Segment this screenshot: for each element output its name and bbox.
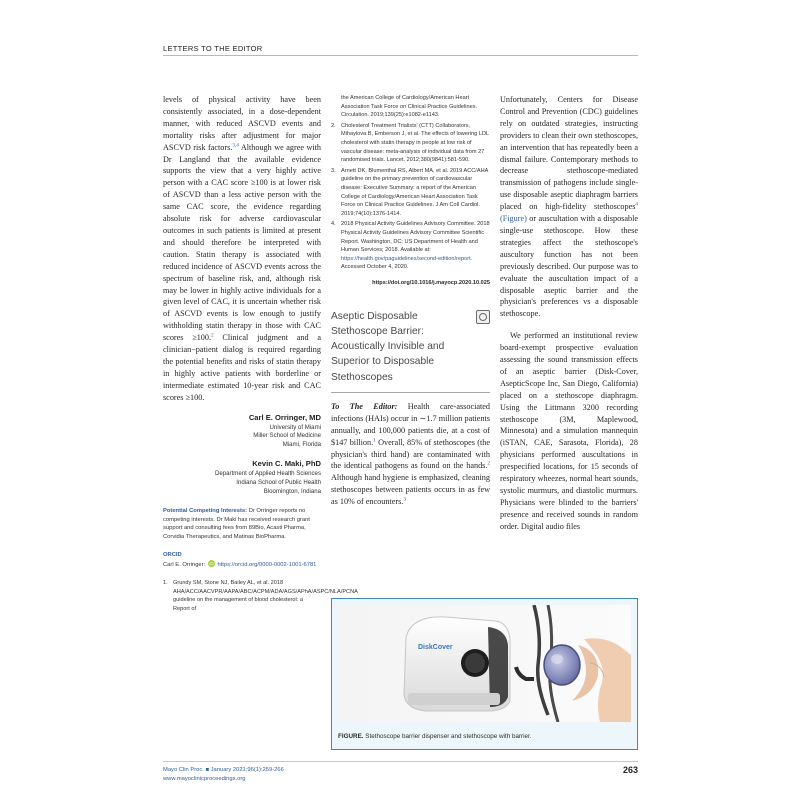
author-affiliation: Bloomington, Indiana xyxy=(263,488,321,496)
citation-marker[interactable]: 4 xyxy=(635,201,638,208)
author-affiliation: Department of Applied Health Sciences xyxy=(214,470,321,478)
device-brand-text: DiskCover xyxy=(418,644,453,651)
stethoscope-dispenser-illustration xyxy=(338,605,631,722)
footer-url[interactable]: www.mayoclinicproceedings.org xyxy=(163,775,246,782)
author-affiliation: Indiana School of Public Health xyxy=(236,479,321,487)
footer-rule xyxy=(163,761,638,762)
reference-item: the American College of Cardiology/American Heart Association Task Force on Clinical Practice Guidelines. Circulation. 2019;139(25):e1082-e1143. xyxy=(341,95,478,119)
page-number: 263 xyxy=(622,765,638,775)
footer-journal-info xyxy=(163,766,284,784)
header-rule xyxy=(163,55,638,56)
right-paragraph-2: We performed an institutional review board-exempt prospective evaluation assessing the sound transmission effects of an aseptic barrier (Disk-Cover, AsepticScope Inc, San Diego, California) placed on a stethoscope diaphragm. Using the Littmann 3200 recording stethoscope (3M, Maplewood, Minnesota) and a simulation mannequin (iSTAN, CAE, Sarasota, Florida), 28 physicians performed auscultations in prespecified locations, for 15 seconds of respiratory wheezes, normal heart sounds, systolic murmurs, and diastolic murmurs. Physicians were blinded to the barriers' presence and received sounds in random order. Digital audio files xyxy=(500,331,638,531)
author-affiliation: University of Miami xyxy=(269,423,321,431)
citation-marker[interactable]: 1 xyxy=(373,436,376,443)
open-access-icon xyxy=(476,310,490,324)
author-name: Kevin C. Maki, PhD xyxy=(252,459,321,469)
middle-column xyxy=(331,94,490,508)
right-paragraph-1: Unfortunately, Centers for Disease Control and Prevention (CDC) guidelines rely on outdated strategies, instructing providers to clean their own stethoscopes, an intervention that has repeatedly been a dismal failure. Contemporary methods to decrease stethoscope-mediated transmission of pathogens include single-use disposable aseptic diaphragm barriers placed on high-fidelity stethoscopes$^4$ (Figure) or auscultation with a disposable single-use stethoscope. How these strategies affect the stethoscope's auscultory function has not been previously described. Our purpose was to evaluate the auscultation impact of a disposable aseptic barrier and the physician's preferences vs a disposable stethoscope. xyxy=(500,95,638,319)
author-affiliation: Miami, Florida xyxy=(282,441,321,449)
citation-marker[interactable]: 3,4 xyxy=(232,141,239,148)
author-signature xyxy=(163,413,321,451)
svg-text:iD: iD xyxy=(209,560,214,566)
reference-item: 3. Arnett DK, Blumenthal RS, Albert MA, et al. 2019 ACC/AHA guideline on the primary prevention of cardiovascular disease: Executive Summary: a report of the American College of Cardiology/American Heart Association Task Force on Clinical Practice Guidelines. J Am Coll Cardiol. 2019;74(10):1376-1414. xyxy=(331,167,489,217)
article-title: Aseptic Disposable Stethoscope Barrier: Acoustically Invisible and Superior to Disposable Stethoscopes xyxy=(331,309,490,385)
citation-marker[interactable]: 2 xyxy=(211,332,214,339)
citation-marker[interactable]: 2 xyxy=(487,460,490,467)
figure-photo xyxy=(338,605,631,722)
reference-item: 1. Grundy SM, Stone NJ, Bailey AL, et al. 2018 AHA/ACC/AACVPR/AAPA/ABC/ACPM/ADA/AGS/APhA/ASPC/NLA/PCNA guideline on the management of blood cholesterol: a Report of xyxy=(163,580,358,612)
reference-item: 2. Cholesterol Treatment Trialists' (CTT) Collaborators, Mihaylova B, Emberson J, et al. The effects of lowering LDL cholesterol with statin therapy in people at low risk of vascular disease: meta-analysis of individual data from 27 randomised trials. Lancet. 2012;380(9841):581-590. xyxy=(331,122,489,164)
reference-list xyxy=(163,579,358,613)
citation-marker[interactable]: 3 xyxy=(403,496,406,503)
orcid-icon xyxy=(208,560,215,567)
reference-list xyxy=(331,94,490,272)
competing-interests-heading: Potential Competing Interests: xyxy=(163,508,248,514)
orcid-link[interactable]: https://orcid.org/0000-0002-1001-6781 xyxy=(217,561,317,568)
reference-link[interactable]: https://health.gov/paguidelines/second-edition/report. xyxy=(341,255,473,262)
orcid-block xyxy=(163,551,321,569)
competing-interests-text: Dr Orringer reports no competing interests. Dr Maki has received research grant support and consulting fees from 89Bio, Acasti Pharma, Corvidia Therapeutics, and Matinas BioPharma. xyxy=(163,508,310,540)
author-name: Carl E. Orringer, MD xyxy=(248,412,321,422)
figure xyxy=(331,598,638,750)
doi-link[interactable]: https://doi.org/10.1016/j.mayocp.2020.10.025 xyxy=(372,279,490,286)
left-column xyxy=(163,94,358,615)
competing-interests xyxy=(163,507,321,541)
left-body-paragraph: levels of physical activity have been consistently associated, in a dose-dependent manner, with reduced ASCVD events and mortality risks after adjustment for major ASCVD risk factors.$^{3,4}$ Although we agree with Dr Langland that the available evidence supports the view that a very highly active person with a CAC score ≥100 is at lower risk of ASCVD than a less active person with the same CAC score, the evidence regarding absolute risk for adverse cardiovascular outcomes in such patients is limited at present and should therefore be interpreted with caution. Statin therapy is associated with reduced incidence of ASCVD events across the spectrum of baseline risk, and, although risk may be lower in highly active individuals for a given level of CAC, it is uncertain whether risk of ASCVD events is low enough to justify withholding statin therapy in those with CAC scores ≥100.$^2$ Clinical judgment and a clinician−patient dialog is required regarding the potential benefits and risks of statin therapy in highly active patients with borderline or intermediate estimated 10-year risk and CAC scores ≥100. xyxy=(163,95,321,402)
figure-reference-link[interactable]: (Figure) xyxy=(500,214,527,224)
footer-citation: Mayo Clin Proc. ■ January 2021;96(1):259-266 xyxy=(163,767,284,773)
orcid-heading: ORCID xyxy=(163,552,182,558)
section-label: LETTERS TO THE EDITOR xyxy=(163,44,263,53)
orcid-name: Carl E. Orringer: xyxy=(163,561,206,568)
figure-caption: FIGURE. Stethoscope barrier dispenser and stethoscope with barrier. xyxy=(338,733,532,740)
title-rule xyxy=(331,392,490,393)
author-affiliation: Miller School of Medicine xyxy=(253,432,321,440)
right-column xyxy=(500,94,638,533)
reference-item: 4. 2018 Physical Activity Guidelines Advisory Committee. 2018 Physical Activity Guidelines Advisory Committee Scientific Report. Washington, DC: US Department of Health and Human Services; 2018. Available at: https://health.gov/paguidelines/second-edition/report. Accessed October 4, 2020. xyxy=(331,221,490,271)
article-intro-paragraph: To The Editor: Health care-associated infections (HAIs) occur in ∼1.7 million patients annually, and 100,000 patients die, at a cost of $147 billion.$^1$ Overall, 85% of stethoscopes (the physician's third hand) are contaminated with the identical pathogens as found on the hands.$^2$ Although hand hygiene is emphasized, cleaning stethoscopes between patients occurs in as few as 10% of encounters.$^3$ xyxy=(331,401,490,507)
author-signature xyxy=(163,459,321,497)
